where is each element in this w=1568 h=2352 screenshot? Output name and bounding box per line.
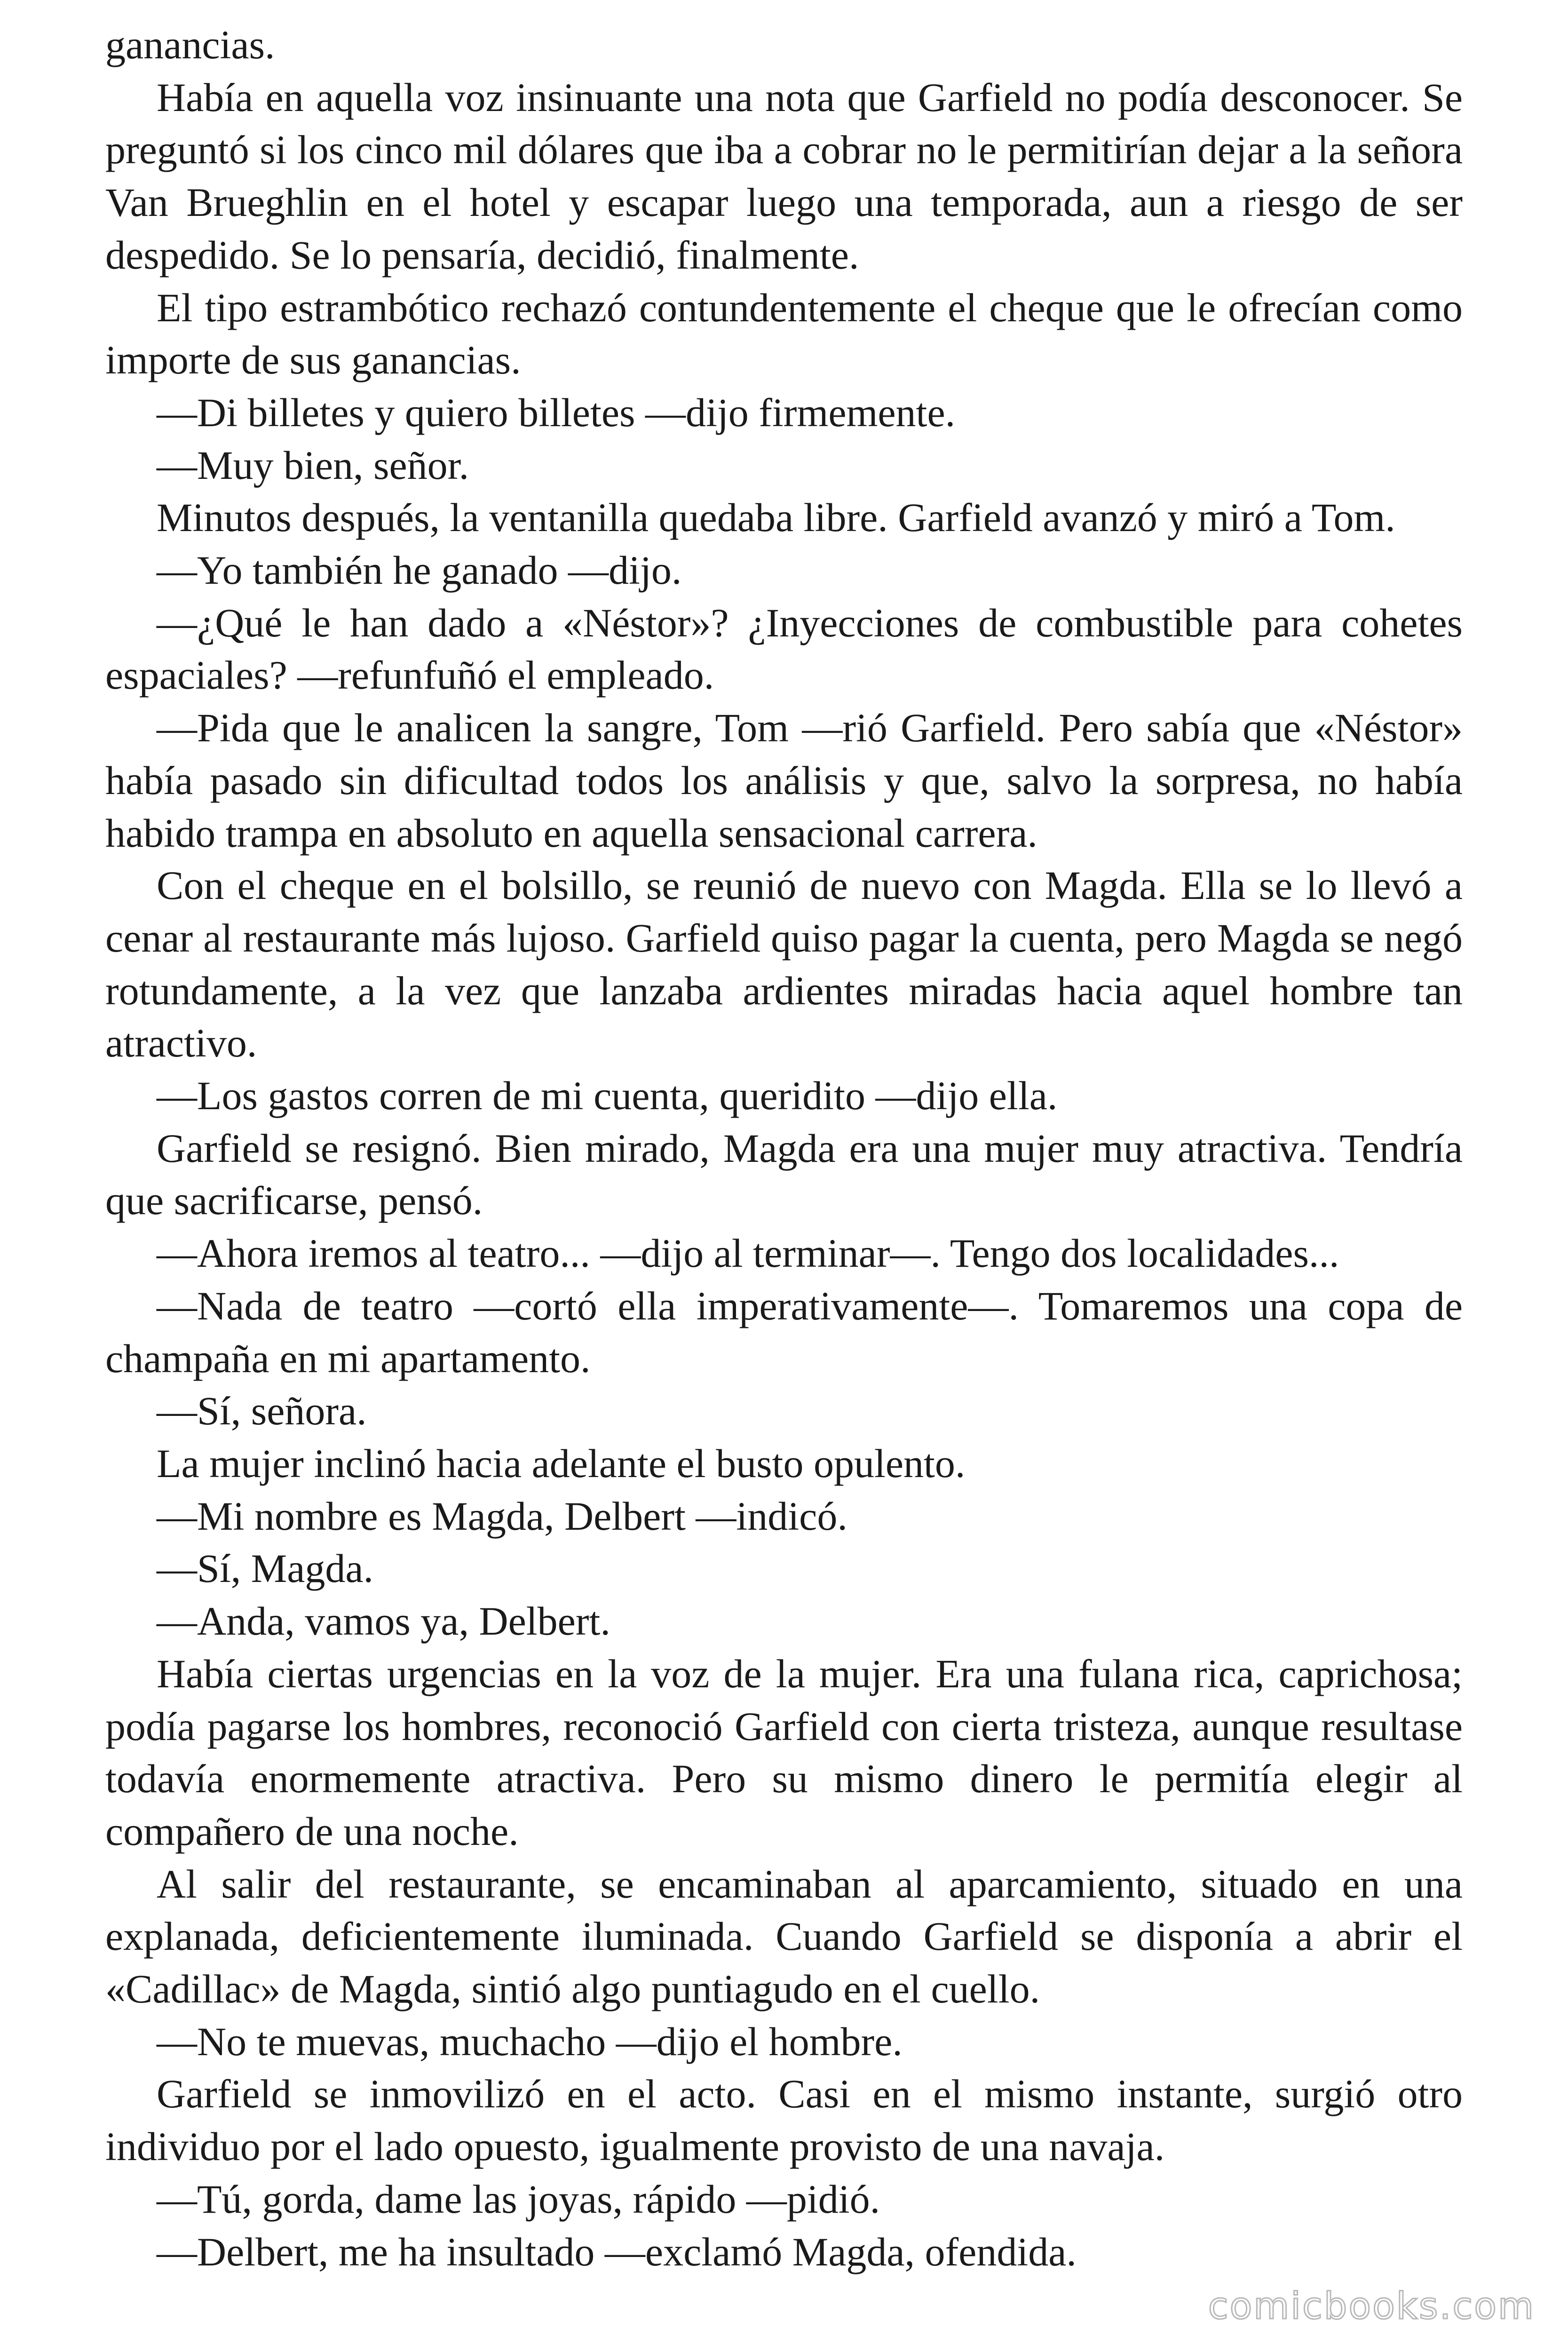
paragraph: —Nada de teatro —cortó ella imperativamente—. Tomaremos una copa de champaña en mi apartamento. <box>105 1283 1463 1381</box>
paragraph: —Tú, gorda, dame las joyas, rápido —pidió. <box>157 2176 880 2222</box>
paragraph: —Pida que le analicen la sangre, Tom —rió Garfield. Pero sabía que «Néstor» había pasado sin dificultad todos los análisis y que, salvo la sorpresa, no había habido trampa en absoluto en aquella sensacional carrera. <box>105 705 1463 856</box>
page-text <box>105 19 1463 2278</box>
paragraph: —Mi nombre es Magda, Delbert —indicó. <box>157 1493 847 1539</box>
paragraph: —Muy bien, señor. <box>157 442 469 488</box>
paragraph: —Los gastos corren de mi cuenta, queridito —dijo ella. <box>157 1073 1058 1119</box>
paragraph: —Sí, señora. <box>157 1388 367 1434</box>
paragraph: Garfield se inmovilizó en el acto. Casi en el mismo instante, surgió otro individuo por el lado opuesto, igualmente provisto de una navaja. <box>105 2071 1463 2169</box>
paragraph: Había en aquella voz insinuante una nota que Garfield no podía desconocer. Se preguntó si los cinco mil dólares que iba a cobrar no le permitirían dejar a la señora Van Brueghlin en el hotel y escapar luego una temporada, aun a riesgo de ser despedido. Se lo pensaría, decidió, finalmente. <box>105 74 1463 278</box>
paragraph: Al salir del restaurante, se encaminaban al aparcamiento, situado en una explanada, deficientemente iluminada. Cuando Garfield se disponía a abrir el «Cadillac» de Magda, sintió algo puntiagudo en el cuello. <box>105 1861 1463 2012</box>
paragraph: —Delbert, me ha insultado —exclamó Magda, ofendida. <box>157 2229 1077 2274</box>
paragraph: —Sí, Magda. <box>157 1546 374 1591</box>
paragraph: La mujer inclinó hacia adelante el busto opulento. <box>157 1440 966 1486</box>
paragraph: Con el cheque en el bolsillo, se reunió de nuevo con Magda. Ella se lo llevó a cenar al restaurante más lujoso. Garfield quiso pagar la cuenta, pero Magda se negó rotundamente, a la vez que lanzaba ardientes miradas hacia aquel hombre tan atractivo. <box>105 863 1463 1066</box>
paragraph: —¿Qué le han dado a «Néstor»? ¿Inyecciones de combustible para cohetes espaciales? —refunfuñó el empleado. <box>105 600 1463 698</box>
paragraph: Garfield se resignó. Bien mirado, Magda era una mujer muy atractiva. Tendría que sacrificarse, pensó. <box>105 1125 1463 1224</box>
paragraph: —No te muevas, muchacho —dijo el hombre. <box>157 2018 903 2064</box>
paragraph: Minutos después, la ventanilla quedaba libre. Garfield avanzó y miró a Tom. <box>157 495 1395 540</box>
watermark: comicbooks.com <box>1208 2285 1535 2328</box>
paragraph: ganancias. <box>105 22 275 67</box>
paragraph: —Yo también he ganado —dijo. <box>157 548 682 593</box>
paragraph: —Anda, vamos ya, Delbert. <box>157 1598 610 1644</box>
paragraph: —Di billetes y quiero billetes —dijo firmemente. <box>157 389 956 435</box>
paragraph: El tipo estrambótico rechazó contundentemente el cheque que le ofrecían como importe de sus ganancias. <box>105 285 1463 383</box>
paragraph: Había ciertas urgencias en la voz de la mujer. Era una fulana rica, caprichosa; podía pagarse los hombres, reconoció Garfield con cierta tristeza, aunque resultase todavía enormemente atractiva. Pero su mismo dinero le permitía elegir al compañero de una noche. <box>105 1651 1463 1854</box>
paragraph: —Ahora iremos al teatro... —dijo al terminar—. Tengo dos localidades... <box>157 1231 1339 1276</box>
